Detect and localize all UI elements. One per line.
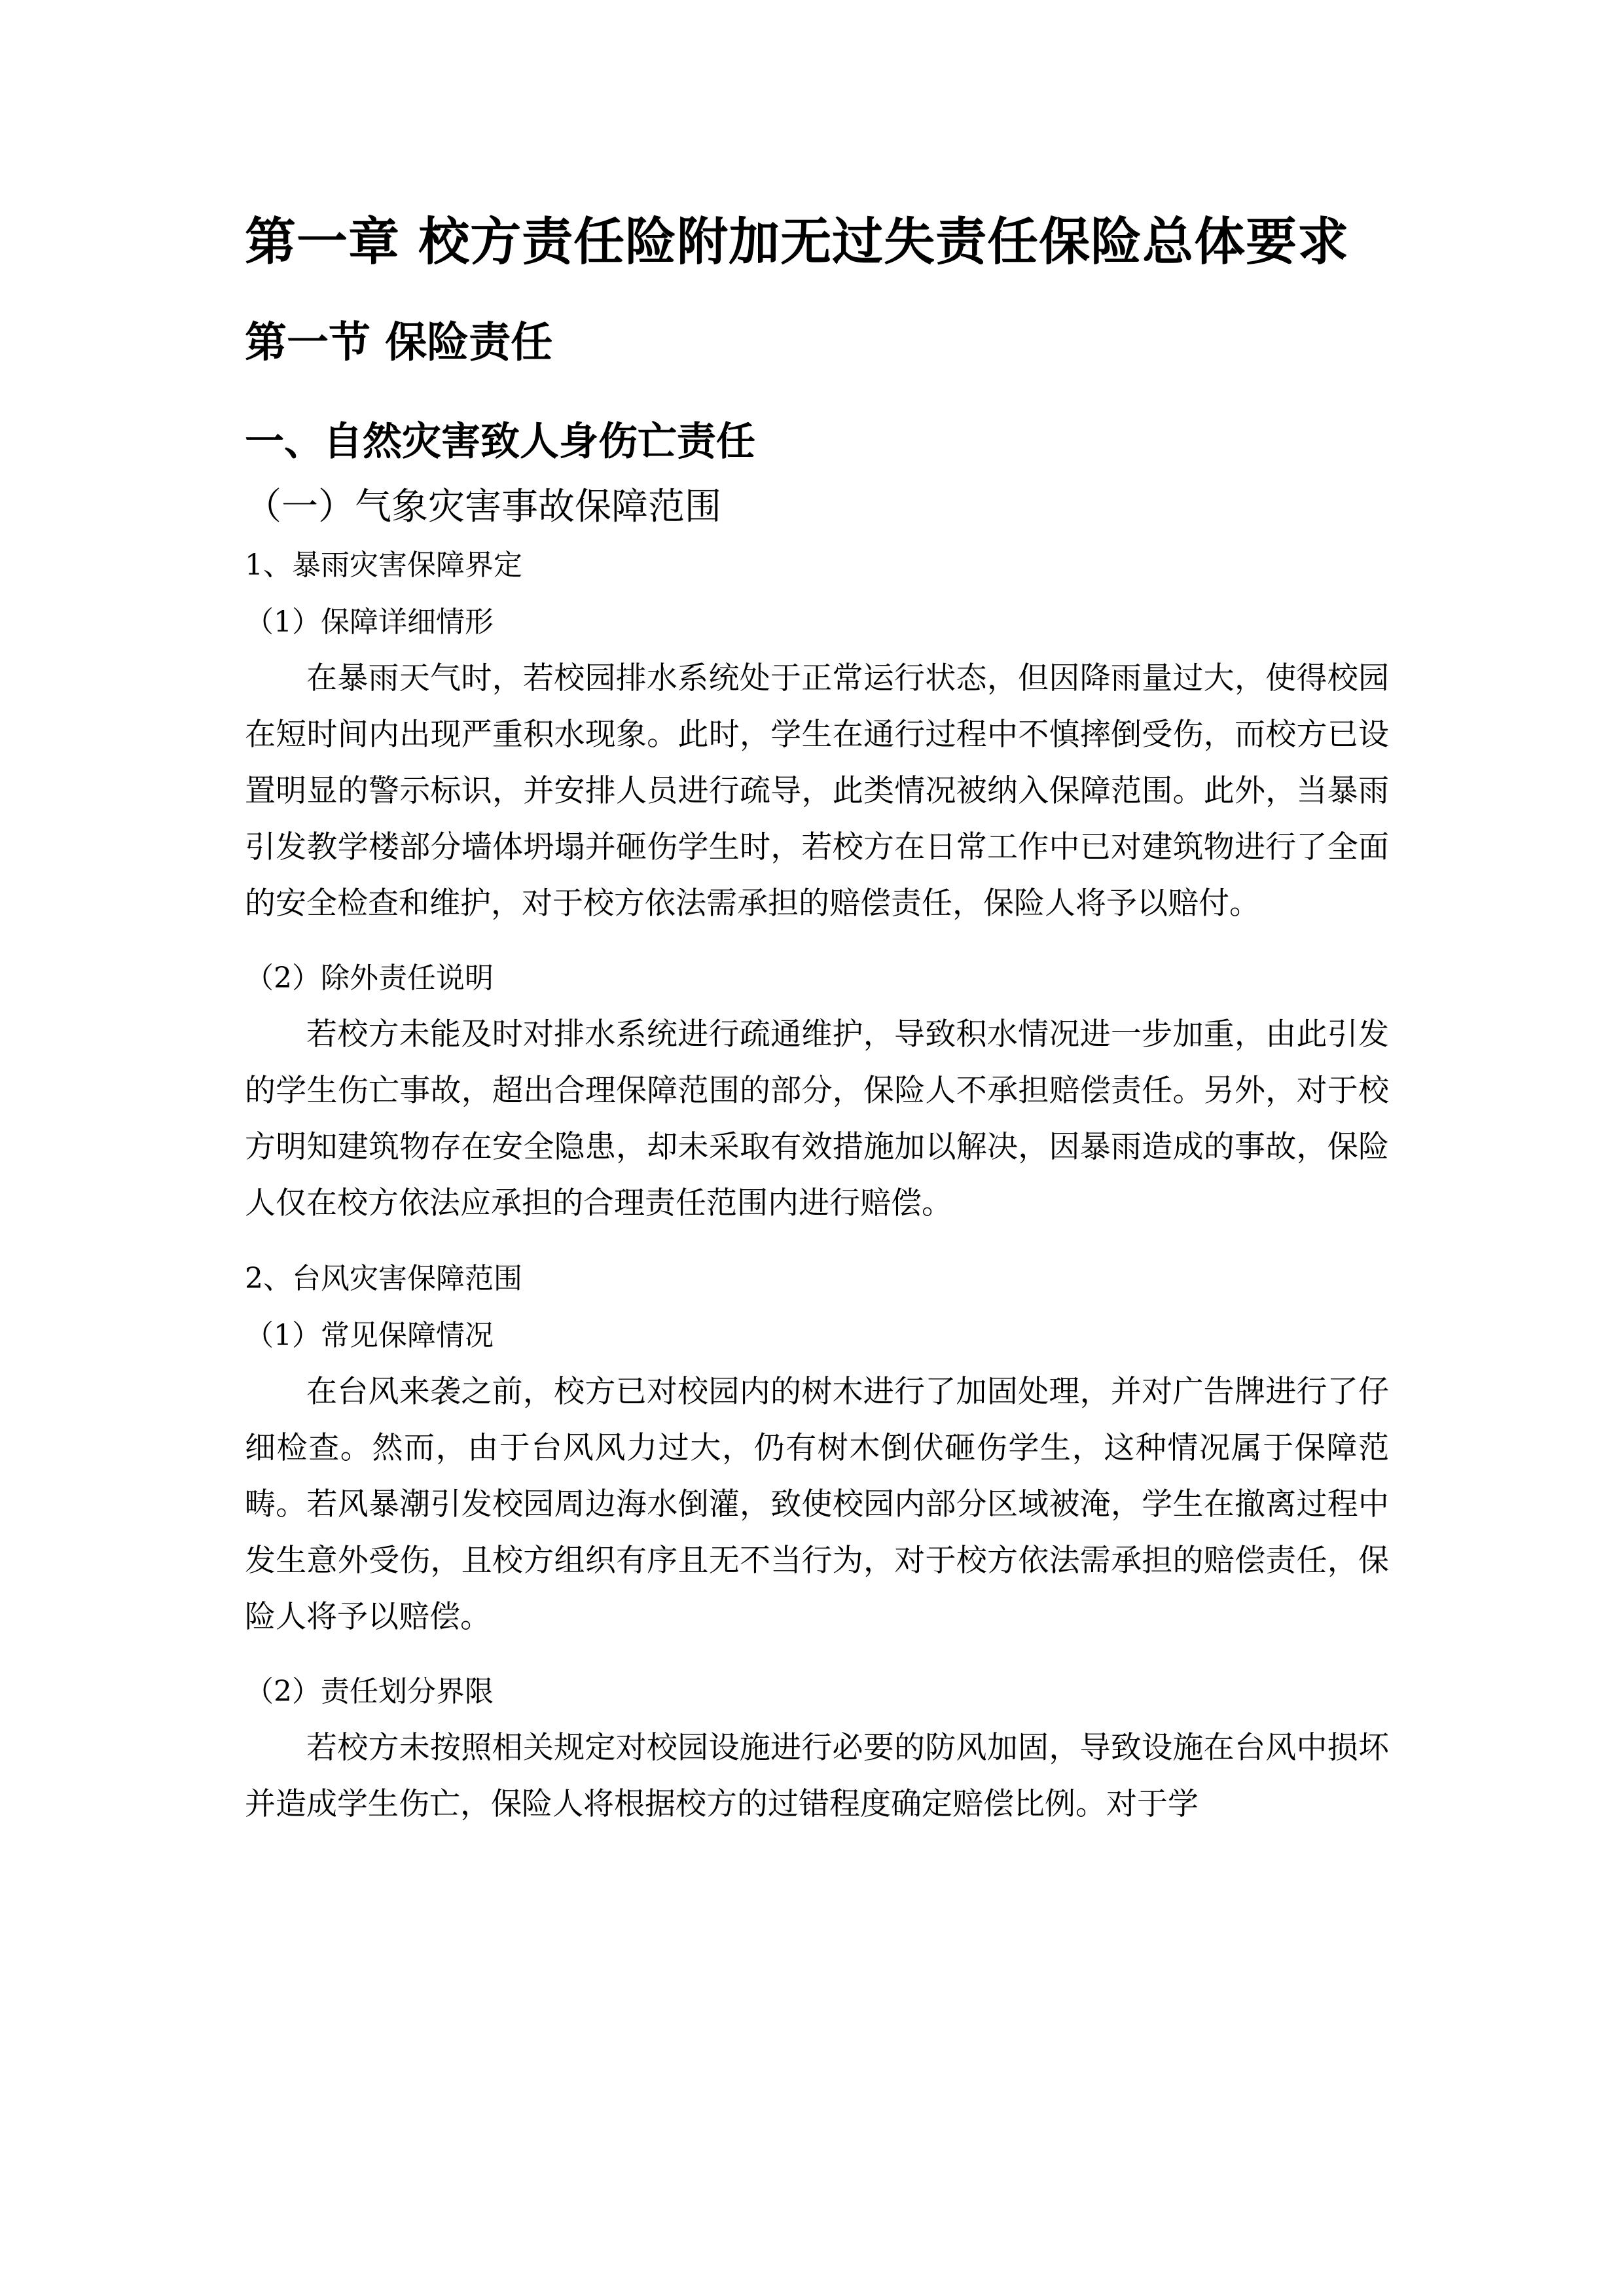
paragraph-rainstorm-exclusions: 若校方未能及时对排水系统进行疏通维护，导致积水情况进一步加重，由此引发的学生伤亡事故，超出合理保障范围的部分，保险人不承担赔偿责任。另外，对于校方明知建筑物存在安全隐患，却未采取有效措施加以解决，因暴雨造成的事故，保险人仅在校方依法应承担的合理责任范围内进行赔偿。 — [245, 1016, 1389, 1221]
paragraph-typhoon-coverage: 在台风来袭之前，校方已对校园内的树木进行了加固处理，并对广告牌进行了仔细检查。然而，由于台风风力过大，仍有树木倒伏砸伤学生，这种情况属于保障范畴。若风暴潮引发校园周边海水倒灌，致使校园内部分区域被淹，学生在撤离过程中发生意外受伤，且校方组织有序且无不当行为，对于校方依法需承担的赔偿责任，保险人将予以赔偿。 — [245, 1374, 1389, 1635]
heading-natural-disaster: 一、自然灾害致人身伤亡责任 — [245, 419, 755, 465]
chapter-title: 第一章 校方责任险附加无过失责任保险总体要求 — [245, 213, 1350, 272]
subsection-heading-exclusions: （2）除外责任说明 — [245, 961, 494, 995]
document-body — [245, 196, 1389, 1833]
paragraph-typhoon-liability: 若校方未按照相关规定对校园设施进行必要的防风加固，导致设施在台风中损坏并造成学生伤亡，保险人将根据校方的过错程度确定赔偿比例。对于学 — [245, 1730, 1389, 1822]
heading-weather-disaster-scope: （一）气象灾害事故保障范围 — [245, 486, 721, 528]
item-heading-typhoon: 2、台风灾害保障范围 — [245, 1262, 522, 1295]
item-heading-rainstorm: 1、暴雨灾害保障界定 — [245, 548, 522, 582]
subsection-heading-common-coverage: （1）常见保障情况 — [245, 1319, 494, 1352]
paragraph-rainstorm-coverage: 在暴雨天气时，若校园排水系统处于正常运行状态，但因降雨量过大，使得校园在短时间内出现严重积水现象。此时，学生在通行过程中不慎摔倒受伤，而校方已设置明显的警示标识，并安排人员进行疏导，此类情况被纳入保障范围。此外，当暴雨引发教学楼部分墙体坍塌并砸伤学生时，若校方在日常工作中已对建筑物进行了全面的安全检查和维护，对于校方依法需承担的赔偿责任，保险人将予以赔付。 — [245, 660, 1389, 922]
subsection-heading-liability-division: （2）责任划分界限 — [245, 1675, 494, 1708]
subsection-heading-coverage-details: （1）保障详细情形 — [245, 605, 494, 639]
section-title: 第一节 保险责任 — [245, 319, 553, 367]
